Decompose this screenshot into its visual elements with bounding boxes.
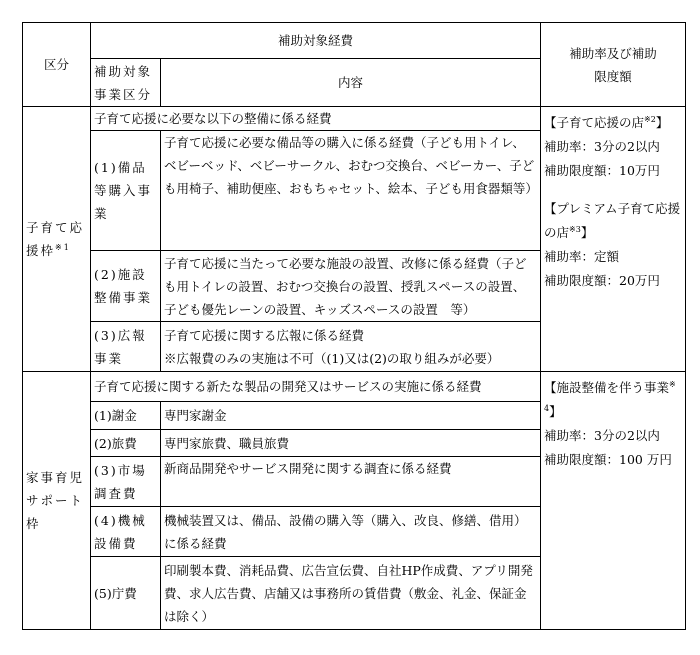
ratio-block-shop: 【子育て応援の店$^{※2}$】 [544,114,669,130]
item-pr-content: 子育て応援に関する広報に係る経費 ※広報費のみの実施は不可（(1)又は(2)の取り組みが必要） [161,322,541,372]
item-machine-label: (4)機械設備費 [91,507,161,557]
item-pr-label: (3)広報事業 [91,322,161,372]
ratio-housework: 【施設整備を伴う事業$^{※4}$】 補助率：3分の2以内 補助限度額：100 万円 [541,372,686,630]
item-machine-content: 機械装置又は、備品、設備の購入等（購入、改良、修繕、借用）に係る経費 [161,507,541,557]
subsidy-table [22,22,686,630]
category-housework: 家事育児サポート枠 [23,372,91,630]
header-ratio: 補助率及び補助限度額 [541,23,686,107]
category-childcare: 子育て応援枠$^{※1}$ [23,107,91,372]
ratio-childcare: 【子育て応援の店$^{※2}$】 補助率：3分の2以内 補助限度額：10万円 【プレミアム子育て応援の店$^{※3}$】 補助率：定額 補助限度額：20万円 [541,107,686,372]
header-sub-category: 補助対象事業区分 [91,59,161,107]
item-research-content: 新商品開発やサービス開発に関する調査に係る経費 [161,457,541,507]
item-equipment-content: 子育て応援に必要な備品等の購入に係る経費（子ども用トイレ、ベビーベッド、ベビーサークル、おむつ交換台、ベビーカー、子ども用椅子、補助便座、おもちゃセット、絵本、子ども用食器類等） [161,131,541,251]
ratio-block-facility: 【施設整備を伴う事業$^{※4}$】 [544,379,676,419]
item-research-label: (3)市場調査費 [91,457,161,507]
item-fee-content: 専門家謝金 [161,402,541,430]
item-equipment-label: (1)備品等購入事業 [91,131,161,251]
ratio-block-premium: 【プレミアム子育て応援の店$^{※3}$】 [544,201,681,240]
header-expense: 補助対象経費 [91,23,541,59]
item-travel-label: (2)旅費 [91,430,161,457]
item-fee-label: (1)謝金 [91,402,161,430]
item-travel-content: 専門家旅費、職員旅費 [161,430,541,457]
item-office-label: (5)庁費 [91,557,161,630]
summary-childcare: 子育て応援に必要な以下の整備に係る経費 [91,107,541,131]
summary-housework: 子育て応援に関する新たな製品の開発又はサービスの実施に係る経費 [91,372,541,402]
header-content: 内容 [161,59,541,107]
item-facility-label: (2)施設整備事業 [91,251,161,322]
item-facility-content: 子育て応援に当たって必要な施設の設置、改修に係る経費（子ども用トイレの設置、おむつ交換台の設置、授乳スペースの設置、子ども優先レーンの設置、キッズスペースの設置 等） [161,251,541,322]
item-office-content: 印刷製本費、消耗品費、広告宣伝費、自社HP作成費、アプリ開発費、求人広告費、店舗又は事務所の賃借費（敷金、礼金、保証金は除く） [161,557,541,630]
header-category: 区分 [23,23,91,107]
